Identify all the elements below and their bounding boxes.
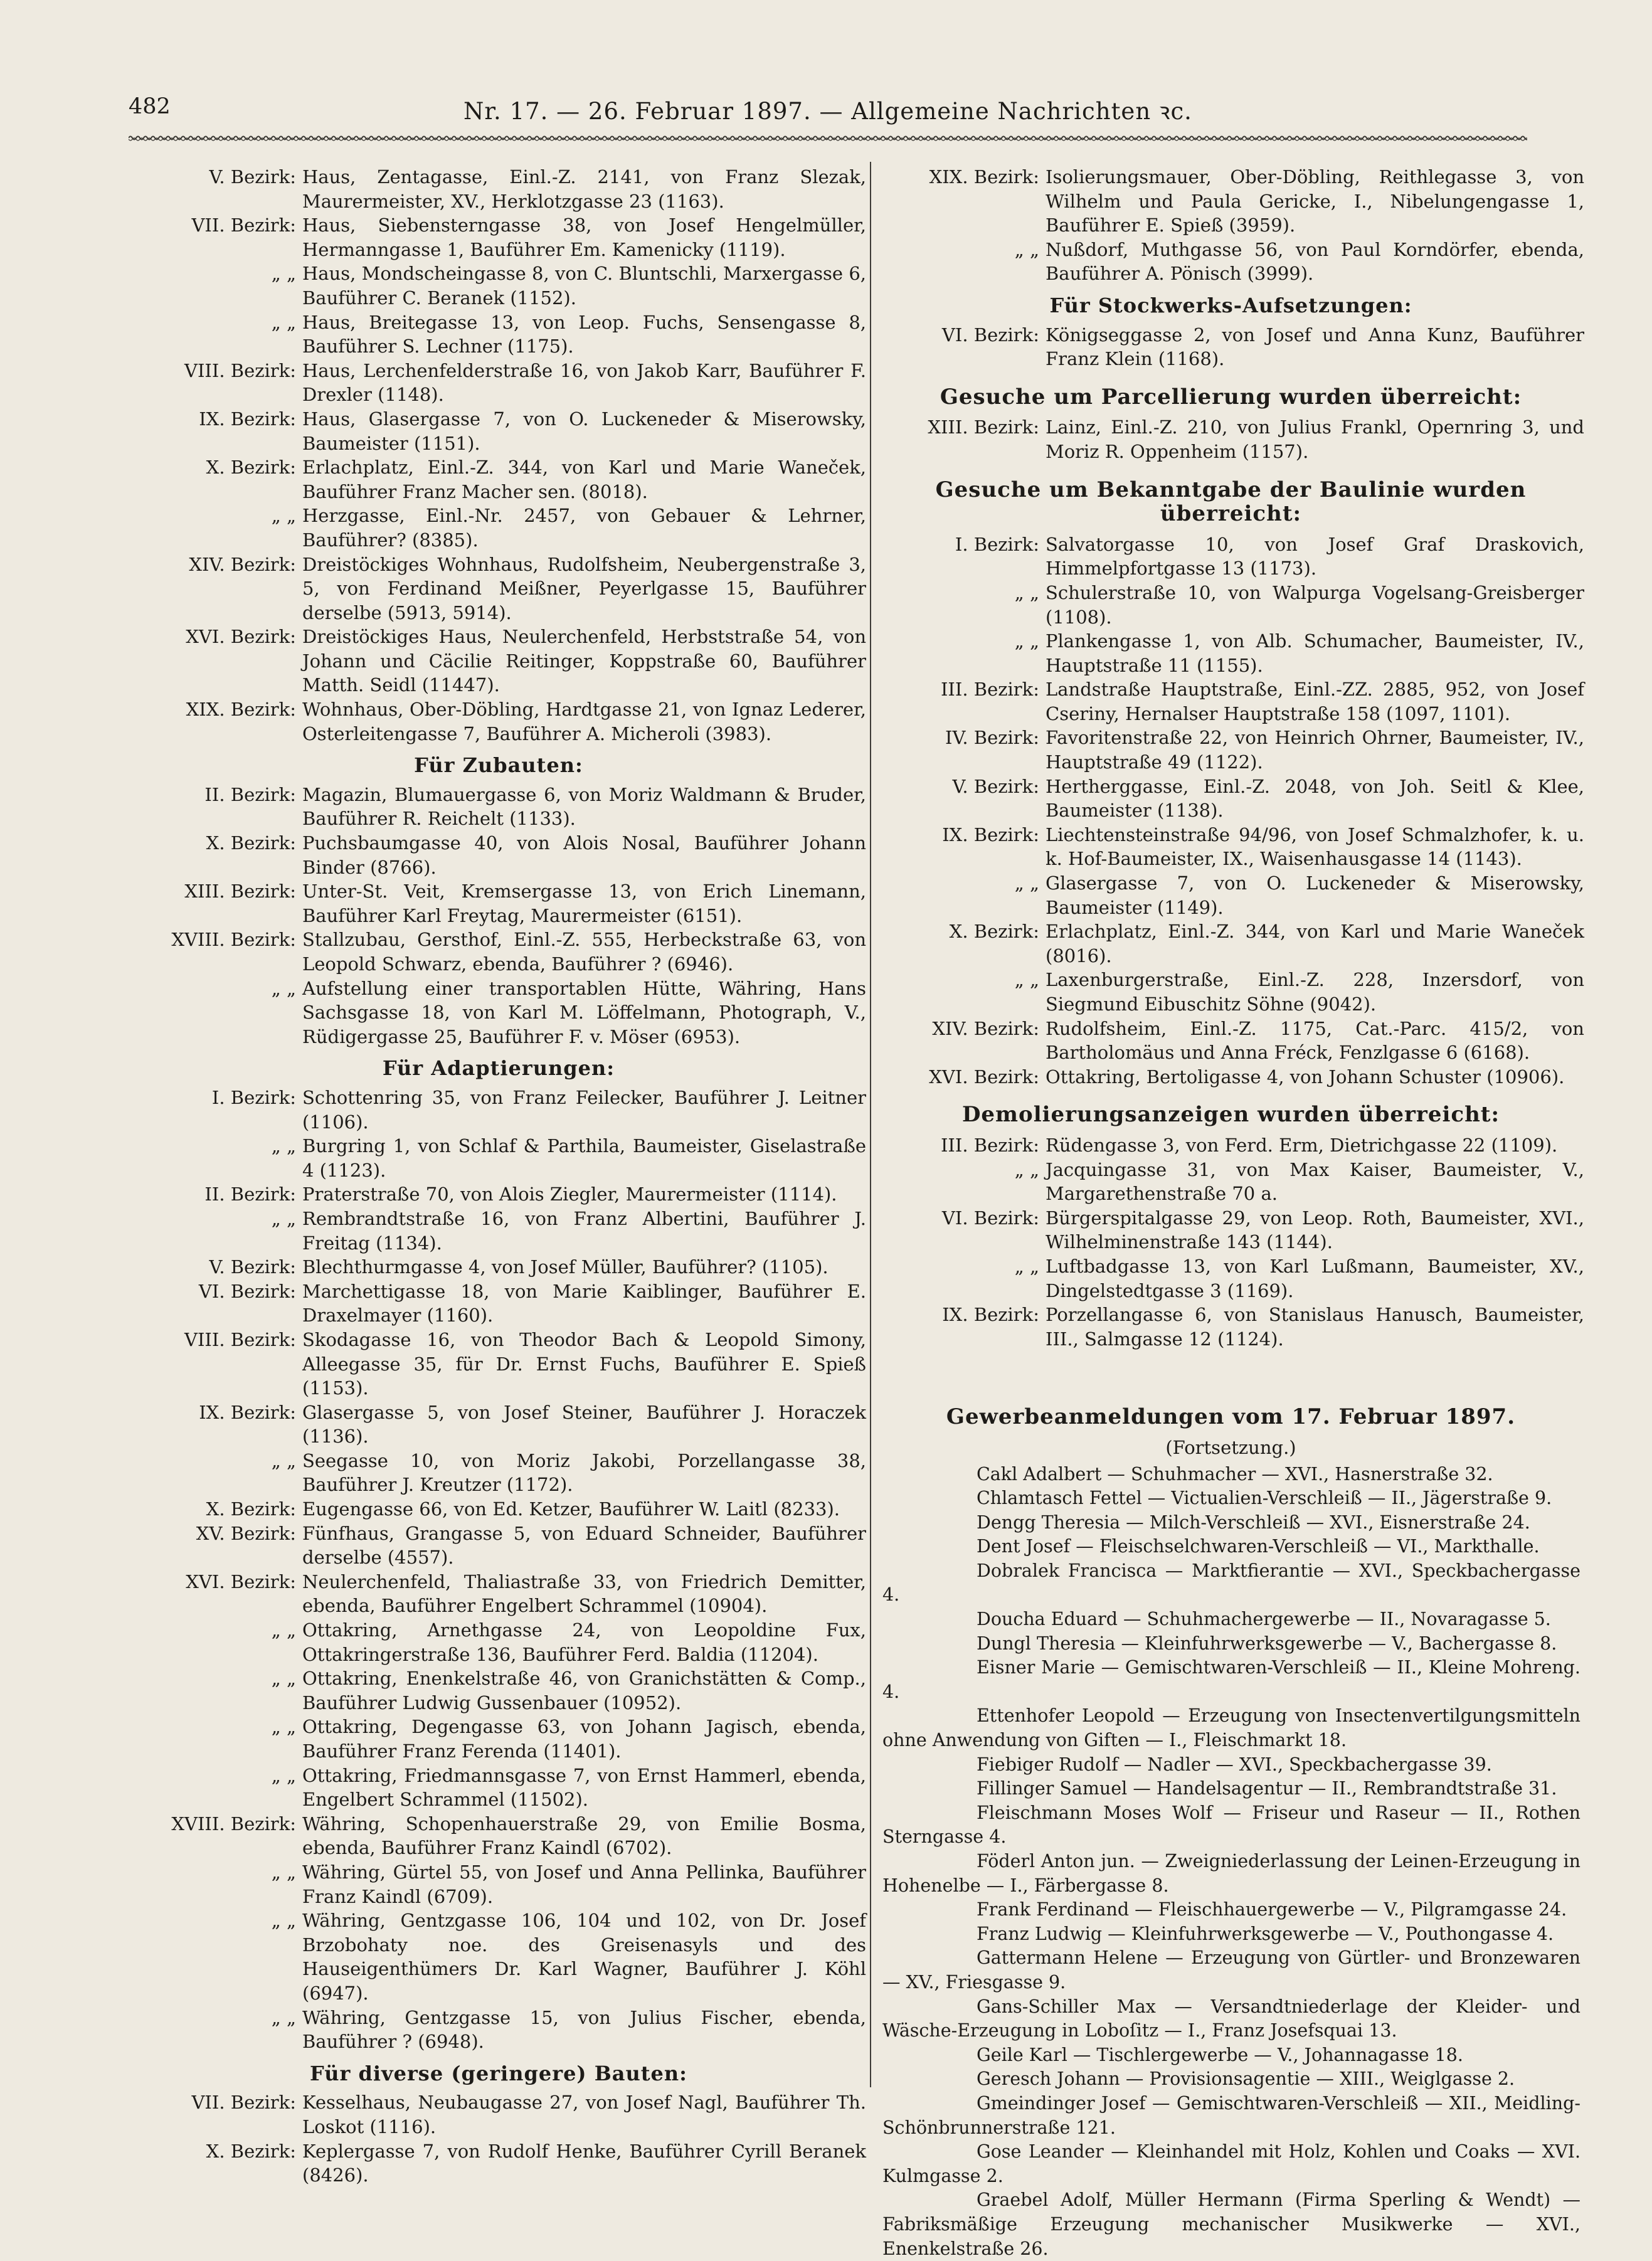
bezirk-label: V. Bezirk: bbox=[209, 1256, 296, 1278]
bezirk-label: „ „ bbox=[271, 2006, 296, 2028]
register-entry bbox=[875, 1065, 1587, 1089]
register-entry bbox=[875, 775, 1587, 823]
register-entry bbox=[129, 1764, 869, 1812]
bezirk-label: IX. Bezirk: bbox=[942, 823, 1039, 845]
entry-text: Ottakring, Friedmannsgasse 7, von Ernst Hammerl, ebenda, Engelbert Schrammel (11502). bbox=[302, 1764, 866, 1811]
bezirk-label: XVIII. Bezirk: bbox=[171, 1813, 296, 1835]
register-entry bbox=[875, 581, 1587, 629]
entry-text: Erlachplatz, Einl.-Z. 344, von Karl und Marie Waneček (8016). bbox=[1046, 921, 1584, 966]
entry-text: Rüdengasse 3, von Ferd. Erm, Dietrichgasse 22 (1109). bbox=[1046, 1134, 1558, 1156]
register-entry bbox=[875, 1206, 1587, 1254]
bezirk-label: X. Bezirk: bbox=[206, 1498, 296, 1520]
bezirk-label: „ „ bbox=[271, 505, 296, 527]
bezirk-label: XIX. Bezirk: bbox=[186, 699, 296, 721]
entry-text: Bürgerspitalgasse 29, von Leop. Roth, Baumeister, XVI., Wilhelminenstraße 143 (1144). bbox=[1046, 1207, 1584, 1253]
trade-registration-entry: Gose Leander — Kleinhandel mit Holz, Kohlen und Coaks — XVI. Kulmgasse 2. bbox=[882, 2141, 1581, 2186]
bezirk-label: „ „ bbox=[271, 1910, 296, 1932]
register-entry bbox=[129, 1860, 869, 1909]
register-entry bbox=[129, 553, 869, 625]
bezirk-label: „ „ bbox=[271, 1135, 296, 1157]
entry-text: Haus, Glasergasse 7, von O. Luckeneder & Miserowsky, Baumeister (1151). bbox=[302, 408, 866, 454]
bezirk-label: XIV. Bezirk: bbox=[932, 1017, 1039, 1039]
entry-text: Blechthurmgasse 4, von Josef Müller, Bauführer? (1105). bbox=[302, 1256, 829, 1278]
bezirk-label: „ „ bbox=[271, 1619, 296, 1641]
entry-text: Rembrandtstraße 16, von Franz Albertini, Bauführer J. Freitag (1134). bbox=[302, 1207, 866, 1254]
bezirk-label: X. Bezirk: bbox=[949, 921, 1039, 943]
entry-text: Haus, Zentagasse, Einl.-Z. 2141, von Franz Slezak, Maurermeister, XV., Herklotzgasse 23 (1163). bbox=[302, 166, 866, 212]
bezirk-label: „ „ bbox=[271, 1861, 296, 1883]
section-heading: Für Adaptierungen: bbox=[382, 1056, 615, 1081]
register-entry bbox=[875, 1158, 1587, 1206]
entry-text: Liechtensteinstraße 94/96, von Josef Schmalzhofer, k. u. k. Hof-Baumeister, IX., Waisenhausgasse 14 (1143). bbox=[1046, 823, 1584, 870]
trade-registration-entry: Dengg Theresia — Milch-Verschleiß — XVI., Eisnerstraße 24. bbox=[977, 1512, 1530, 1533]
bezirk-label: VI. Bezirk: bbox=[941, 324, 1039, 346]
entry-text: Marchettigasse 18, von Marie Kaiblinger, Bauführer E. Draxelmayer (1160). bbox=[302, 1280, 866, 1326]
section-heading: Gesuche um Parcellierung wurden überreicht: bbox=[940, 384, 1522, 410]
bezirk-label: II. Bezirk: bbox=[204, 783, 296, 805]
bezirk-label: VIII. Bezirk: bbox=[184, 1328, 296, 1350]
bezirk-label: VI. Bezirk: bbox=[941, 1207, 1039, 1229]
bezirk-label: VI. Bezirk: bbox=[198, 1280, 296, 1302]
trade-registration-entry: Chlamtasch Fettel — Victualien-Verschleiß — II., Jägerstraße 9. bbox=[977, 1488, 1552, 1509]
trade-registration-entry: Geresch Johann — Provisionsagentie — XIII., Weiglgasse 2. bbox=[977, 2068, 1515, 2090]
bezirk-label: X. Bezirk: bbox=[206, 457, 296, 479]
entry-text: Dreistöckiges Wohnhaus, Rudolfsheim, Neubergenstraße 3, 5, von Ferdinand Meißner, Peyerlgasse 15, Bauführer derselbe (5913, 5914). bbox=[302, 553, 866, 623]
section-heading: Gewerbeanmeldungen vom 17. Februar 1897. bbox=[946, 1404, 1516, 1430]
trade-registration-entry: Franz Ludwig — Kleinfuhrwerksgewerbe — V., Pouthongasse 4. bbox=[977, 1923, 1554, 1944]
bezirk-label: XVI. Bezirk: bbox=[186, 626, 296, 648]
entry-text: Puchsbaumgasse 40, von Alois Nosal, Bauführer Johann Binder (8766). bbox=[302, 832, 866, 878]
bezirk-label: IX. Bezirk: bbox=[199, 1401, 296, 1423]
register-entry bbox=[875, 677, 1587, 726]
bezirk-label: XIX. Bezirk: bbox=[929, 166, 1039, 188]
register-entry bbox=[129, 879, 869, 928]
entry-text: Seegasse 10, von Moriz Jakobi, Porzellangasse 38, Bauführer J. Kreutzer (1172). bbox=[302, 1449, 866, 1496]
bezirk-label: XIV. Bezirk: bbox=[189, 553, 296, 575]
entry-text: Währing, Gentzgasse 106, 104 und 102, von Dr. Josef Brzobohaty noe. des Greisenasyls und des Hauseigenthümers Dr. Karl Wagner, Bauführer J. Köhl (6947). bbox=[302, 1910, 866, 2004]
register-entry bbox=[875, 1303, 1587, 1351]
trade-registration-entry: Fillinger Samuel — Handelsagentur — II., Rembrandtstraße 31. bbox=[977, 1778, 1557, 1799]
entry-text: Erlachplatz, Einl.-Z. 344, von Karl und Marie Waneček, Bauführer Franz Macher sen. (8018). bbox=[302, 457, 866, 502]
header-wavy-rule bbox=[129, 134, 1527, 142]
register-entry bbox=[875, 1133, 1587, 1158]
entry-text: Rudolfsheim, Einl.-Z. 1175, Cat.-Parc. 415/2, von Bartholomäus und Anna Fréck, Fenzlgasse 6 (6168). bbox=[1046, 1017, 1584, 1064]
entry-text: Favoritenstraße 22, von Heinrich Ohrner, Baumeister, IV., Hauptstraße 49 (1122). bbox=[1046, 727, 1584, 773]
entry-text: Glasergasse 5, von Josef Steiner, Bauführer J. Horaczek (1136). bbox=[302, 1401, 866, 1448]
entry-text: Hertherggasse, Einl.-Z. 2048, von Joh. Seitl & Klee, Baumeister (1138). bbox=[1046, 775, 1584, 822]
bezirk-label: „ „ bbox=[1014, 581, 1039, 603]
entry-text: Schulerstraße 10, von Walpurga Vogelsang-Greisberger (1108). bbox=[1046, 581, 1584, 628]
register-entry bbox=[129, 1618, 869, 1666]
register-entry bbox=[129, 1909, 869, 2005]
column-divider bbox=[870, 162, 871, 2087]
section-heading: Für Zubauten: bbox=[414, 753, 583, 778]
entry-text: Glasergasse 7, von O. Luckeneder & Miserowsky, Baumeister (1149). bbox=[1046, 872, 1584, 918]
bezirk-label: IV. Bezirk: bbox=[945, 727, 1039, 749]
entry-text: Königseggasse 2, von Josef und Anna Kunz, Bauführer Franz Klein (1168). bbox=[1046, 324, 1584, 370]
entry-text: Jacquingasse 31, von Max Kaiser, Baumeister, V., Margarethenstraße 70 a. bbox=[1046, 1158, 1584, 1205]
register-entry bbox=[129, 1497, 869, 1522]
entry-text: Aufstellung einer transportablen Hütte, Währing, Hans Sachsgasse 18, von Karl M. Löffelmann, Photograph, V., Rüdigergasse 25, Bauführer F. v. Möser (6953). bbox=[302, 977, 866, 1047]
bezirk-label: XIII. Bezirk: bbox=[928, 416, 1039, 438]
register-entry bbox=[875, 919, 1587, 968]
entry-text: Stallzubau, Gersthof, Einl.-Z. 555, Herbeckstraße 63, von Leopold Schwarz, ebenda, Bauführer ? (6946). bbox=[302, 929, 866, 975]
entry-text: Währing, Gürtel 55, von Josef und Anna Pellinka, Bauführer Franz Kaindl (6709). bbox=[302, 1861, 866, 1907]
trade-registration-entry: Dent Josef — Fleischselchwaren-Verschleiß — VI., Markthalle. bbox=[977, 1536, 1540, 1557]
entry-text: Isolierungsmauer, Ober-Döbling, Reithlegasse 3, von Wilhelm und Paula Gericke, I., Nibelungengasse 1, Bauführer E. Spieß (3959). bbox=[1046, 166, 1584, 236]
trade-registration-entry: Gattermann Helene — Erzeugung von Gürtler- und Bronzewaren — XV., Friesgasse 9. bbox=[882, 1947, 1581, 1993]
bezirk-label: XIII. Bezirk: bbox=[184, 881, 296, 903]
register-entry bbox=[875, 415, 1587, 463]
bezirk-label: XVIII. Bezirk: bbox=[171, 929, 296, 951]
bezirk-label: VIII. Bezirk: bbox=[184, 359, 296, 381]
trade-registration-entry: Fleischmann Moses Wolf — Friseur und Raseur — II., Rothen Sterngasse 4. bbox=[882, 1802, 1581, 1848]
bezirk-label: VII. Bezirk: bbox=[191, 214, 296, 236]
register-entry bbox=[129, 359, 869, 407]
entry-text: Haus, Breitegasse 13, von Leop. Fuchs, Sensengasse 8, Bauführer S. Lechner (1175). bbox=[302, 311, 866, 357]
entry-text: Dreistöckiges Haus, Neulerchenfeld, Herbststraße 54, von Johann und Cäcilie Reitinger, Koppstraße 60, Bauführer Matth. Seidl (11447). bbox=[302, 626, 866, 696]
trade-registration-entry: Geile Karl — Tischlergewerbe — V., Johannagasse 18. bbox=[977, 2044, 1463, 2065]
register-entry bbox=[129, 783, 869, 831]
register-entry bbox=[875, 629, 1587, 677]
trade-registration-entry: Dobralek Francisca — Marktfierantie — XVI., Speckbachergasse 4. bbox=[882, 1560, 1581, 1606]
bezirk-label: „ „ bbox=[271, 977, 296, 999]
entry-text: Ottakring, Degengasse 63, von Johann Jagisch, ebenda, Bauführer Franz Ferenda (11401). bbox=[302, 1716, 866, 1762]
register-entry bbox=[875, 165, 1587, 238]
page-header bbox=[129, 94, 1527, 133]
bezirk-label: „ „ bbox=[1014, 630, 1039, 652]
register-entry bbox=[875, 532, 1587, 581]
page-number: 482 bbox=[129, 94, 171, 119]
section-subheading: (Fortsetzung.) bbox=[1165, 1436, 1296, 1458]
register-entry bbox=[875, 726, 1587, 774]
register-entry bbox=[129, 1207, 869, 1255]
right-column bbox=[875, 165, 1587, 2261]
trade-registration-entry: Eisner Marie — Gemischtwaren-Verschleiß — II., Kleine Mohreng. 4. bbox=[882, 1657, 1581, 1702]
register-entry bbox=[129, 1134, 869, 1182]
trade-registration-entry: Föderl Anton jun. — Zweigniederlassung der Leinen-Erzeugung in Hohenelbe — I., Färbergasse 8. bbox=[882, 1851, 1581, 1896]
register-entry bbox=[129, 1715, 869, 1763]
bezirk-label: „ „ bbox=[1014, 969, 1039, 991]
trade-registration-entry: Gans-Schiller Max — Versandtniederlage der Kleider- und Wäsche-Erzeugung in Loboſitz — I., Franz Josefsquai 13. bbox=[882, 1996, 1581, 2041]
register-entry bbox=[129, 504, 869, 552]
section-heading: Gesuche um Bekanntgabe der Baulinie wurden überreicht: bbox=[935, 477, 1527, 527]
bezirk-label: „ „ bbox=[1014, 1255, 1039, 1277]
register-entry bbox=[129, 1570, 869, 1618]
bezirk-label: III. Bezirk: bbox=[940, 679, 1039, 701]
section-heading: Demolierungsanzeigen wurden überreicht: bbox=[961, 1102, 1500, 1128]
trade-registration-entry: Gmeindinger Josef — Gemischtwaren-Verschleiß — XII., Meidling-Schönbrunnerstraße 121. bbox=[882, 2092, 1581, 2138]
register-entry bbox=[875, 871, 1587, 919]
entry-text: Nußdorf, Muthgasse 56, von Paul Korndörfer, ebenda, Bauführer A. Pönisch (3999). bbox=[1046, 238, 1584, 285]
bezirk-label: X. Bezirk: bbox=[206, 2140, 296, 2162]
register-entry bbox=[129, 1279, 869, 1328]
bezirk-label: IX. Bezirk: bbox=[199, 408, 296, 430]
entry-text: Ottakring, Enenkelstraße 46, von Granichstätten & Comp., Bauführer Ludwig Gussenbauer (10952). bbox=[302, 1668, 866, 1713]
section-heading: Für Stockwerks-Aufsetzungen: bbox=[1049, 293, 1412, 317]
register-entry bbox=[129, 2090, 869, 2139]
entry-text: Plankengasse 1, von Alb. Schumacher, Baumeister, IV., Hauptstraße 11 (1155). bbox=[1046, 630, 1584, 676]
entry-text: Lainz, Einl.-Z. 210, von Julius Frankl, Opernring 3, und Moriz R. Oppenheim (1157). bbox=[1046, 416, 1584, 462]
register-entry bbox=[129, 977, 869, 1049]
running-title: Nr. 17. — 26. Februar 1897. — Allgemeine Nachrichten ꝛc. bbox=[463, 98, 1192, 125]
register-entry bbox=[129, 2139, 869, 2188]
register-entry bbox=[129, 697, 869, 746]
left-column bbox=[129, 165, 869, 2188]
entry-text: Magazin, Blumauergasse 6, von Moriz Waldmann & Bruder, Bauführer R. Reichelt (1133). bbox=[302, 783, 866, 830]
register-entry bbox=[129, 1812, 869, 1860]
bezirk-label: „ „ bbox=[271, 311, 296, 333]
register-entry bbox=[875, 1254, 1587, 1303]
entry-text: Porzellangasse 6, von Stanislaus Hanusch, Baumeister, III., Salmgasse 12 (1124). bbox=[1046, 1304, 1584, 1350]
entry-text: Landstraße Hauptstraße, Einl.-ZZ. 2885, 952, von Josef Cseriny, Hernalser Hauptstraße 158 (1097, 1101). bbox=[1046, 679, 1584, 724]
entry-text: Praterstraße 70, von Alois Ziegler, Maurermeister (1114). bbox=[302, 1183, 837, 1205]
entry-text: Eugengasse 66, von Ed. Ketzer, Bauführer W. Laitl (8233). bbox=[302, 1498, 840, 1520]
register-entry bbox=[129, 455, 869, 504]
bezirk-label: III. Bezirk: bbox=[940, 1134, 1039, 1156]
register-entry bbox=[129, 262, 869, 310]
entry-text: Ottakring, Bertoligasse 4, von Johann Schuster (10906). bbox=[1046, 1066, 1565, 1088]
spacer bbox=[875, 1351, 1587, 1391]
entry-text: Wohnhaus, Ober-Döbling, Hardtgasse 21, von Ignaz Lederer, Osterleitengasse 7, Bauführer A. Micheroli (3983). bbox=[302, 699, 866, 744]
trade-registration-entry: Cakl Adalbert — Schuhmacher — XVI., Hasnerstraße 32. bbox=[977, 1463, 1493, 1485]
register-entry bbox=[129, 625, 869, 697]
bezirk-label: V. Bezirk: bbox=[209, 166, 296, 188]
register-entry bbox=[129, 310, 869, 359]
entry-text: Schottenring 35, von Franz Feilecker, Bauführer J. Leitner (1106). bbox=[302, 1086, 866, 1133]
entry-text: Keplergasse 7, von Rudolf Henke, Bauführer Cyrill Beranek (8426). bbox=[302, 2140, 866, 2186]
bezirk-label: XVI. Bezirk: bbox=[186, 1570, 296, 1592]
entry-text: Haus, Lerchenfelderstraße 16, von Jakob Karr, Bauführer F. Drexler (1148). bbox=[302, 359, 866, 406]
entry-text: Ottakring, Arnethgasse 24, von Leopoldine Fux, Ottakringerstraße 136, Bauführer Ferd. Baldia (11204). bbox=[302, 1619, 866, 1665]
register-entry bbox=[875, 323, 1587, 371]
bezirk-label: I. Bezirk: bbox=[211, 1086, 296, 1108]
bezirk-label: I. Bezirk: bbox=[955, 533, 1039, 555]
entry-text: Haus, Siebensterngasse 38, von Josef Hengelmüller, Hermanngasse 1, Bauführer Em. Kamenicky (1119). bbox=[302, 214, 866, 260]
bezirk-label: „ „ bbox=[271, 1764, 296, 1786]
trade-registration-entry: Fiebiger Rudolf — Nadler — XVI., Speckbachergasse 39. bbox=[977, 1754, 1492, 1775]
bezirk-label: IX. Bezirk: bbox=[942, 1304, 1039, 1326]
bezirk-label: X. Bezirk: bbox=[206, 832, 296, 854]
entry-text: Burgring 1, von Schlaf & Parthila, Baumeister, Giselastraße 4 (1123). bbox=[302, 1135, 866, 1181]
section-heading: Für diverse (geringere) Bauten: bbox=[310, 2061, 687, 2085]
trade-registration-entry: Ettenhofer Leopold — Erzeugung von Insectenvertilgungsmitteln ohne Anwendung von Giften — I., Fleischmarkt 18. bbox=[882, 1705, 1581, 1751]
bezirk-label: „ „ bbox=[271, 1668, 296, 1690]
register-entry bbox=[129, 2006, 869, 2054]
entry-text: Luftbadgasse 13, von Karl Lußmann, Baumeister, XV., Dingelstedtgasse 3 (1169). bbox=[1046, 1255, 1584, 1301]
entry-text: Kesselhaus, Neubaugasse 27, von Josef Nagl, Bauführer Th. Loskot (1116). bbox=[302, 2092, 866, 2137]
trade-registration-entry: Frank Ferdinand — Fleischhauergewerbe — V., Pilgramgasse 24. bbox=[977, 1899, 1567, 1920]
register-entry bbox=[129, 165, 869, 213]
bezirk-label: „ „ bbox=[1014, 872, 1039, 894]
bezirk-label: „ „ bbox=[1014, 1158, 1039, 1180]
bezirk-label: „ „ bbox=[271, 1207, 296, 1229]
register-entry bbox=[129, 831, 869, 879]
register-entry bbox=[129, 1449, 869, 1497]
bezirk-label: „ „ bbox=[271, 263, 296, 285]
entry-text: Laxenburgerstraße, Einl.-Z. 228, Inzersdorf, von Siegmund Eibuschitz Söhne (9042). bbox=[1046, 969, 1584, 1015]
register-entry bbox=[129, 1182, 869, 1207]
trade-registration-entry: Dungl Theresia — Kleinfuhrwerksgewerbe — V., Bachergasse 8. bbox=[977, 1633, 1557, 1654]
entry-text: Haus, Mondscheingasse 8, von C. Bluntschli, Marxergasse 6, Bauführer C. Beranek (1152). bbox=[302, 263, 866, 309]
register-entry bbox=[129, 928, 869, 976]
entry-text: Unter-St. Veit, Kremsergasse 13, von Erich Linemann, Bauführer Karl Freytag, Maurermeister (6151). bbox=[302, 881, 866, 926]
bezirk-label: XV. Bezirk: bbox=[196, 1522, 296, 1544]
trade-registration-entry: Doucha Eduard — Schuhmachergewerbe — II., Novaragasse 5. bbox=[977, 1609, 1551, 1630]
bezirk-label: VII. Bezirk: bbox=[191, 2092, 296, 2114]
bezirk-label: „ „ bbox=[271, 1716, 296, 1738]
register-entry bbox=[129, 213, 869, 262]
register-entry bbox=[129, 1401, 869, 1449]
register-entry bbox=[129, 1086, 869, 1134]
register-entry bbox=[129, 1328, 869, 1401]
entry-text: Währing, Gentzgasse 15, von Julius Fischer, ebenda, Bauführer ? (6948). bbox=[302, 2006, 866, 2053]
entry-text: Skodagasse 16, von Theodor Bach & Leopold Simony, Alleegasse 35, für Dr. Ernst Fuchs, Bauführer E. Spieß (1153). bbox=[302, 1328, 866, 1399]
register-entry bbox=[875, 238, 1587, 286]
bezirk-label: V. Bezirk: bbox=[952, 775, 1039, 797]
bezirk-label: „ „ bbox=[271, 1449, 296, 1471]
bezirk-label: XVI. Bezirk: bbox=[929, 1066, 1039, 1088]
bezirk-label: II. Bezirk: bbox=[204, 1183, 296, 1205]
register-entry bbox=[129, 407, 869, 455]
trade-registration-entry: Graebel Adolf, Müller Hermann (Firma Sperling & Wendt) — Fabriksmäßige Erzeugung mechanischer Musikwerke — XVI., Enenkelstraße 26. bbox=[882, 2190, 1581, 2259]
entry-text: Währing, Schopenhauerstraße 29, von Emilie Bosma, ebenda, Bauführer Franz Kaindl (6702). bbox=[302, 1813, 866, 1859]
entry-text: Salvatorgasse 10, von Josef Graf Draskovich, Himmelpfortgasse 13 (1173). bbox=[1046, 533, 1584, 580]
entry-text: Fünfhaus, Grangasse 5, von Eduard Schneider, Bauführer derselbe (4557). bbox=[302, 1522, 866, 1569]
register-entry bbox=[875, 1017, 1587, 1065]
bezirk-label: „ „ bbox=[1014, 238, 1039, 260]
register-entry bbox=[875, 823, 1587, 871]
entry-text: Herzgasse, Einl.-Nr. 2457, von Gebauer & Lehrner, Bauführer? (8385). bbox=[302, 505, 866, 551]
register-entry bbox=[129, 1255, 869, 1279]
register-entry bbox=[129, 1522, 869, 1570]
entry-text: Neulerchenfeld, Thaliastraße 33, von Friedrich Demitter, ebenda, Bauführer Engelbert Schrammel (10904). bbox=[302, 1570, 866, 1617]
register-entry bbox=[875, 968, 1587, 1016]
register-entry bbox=[129, 1666, 869, 1715]
